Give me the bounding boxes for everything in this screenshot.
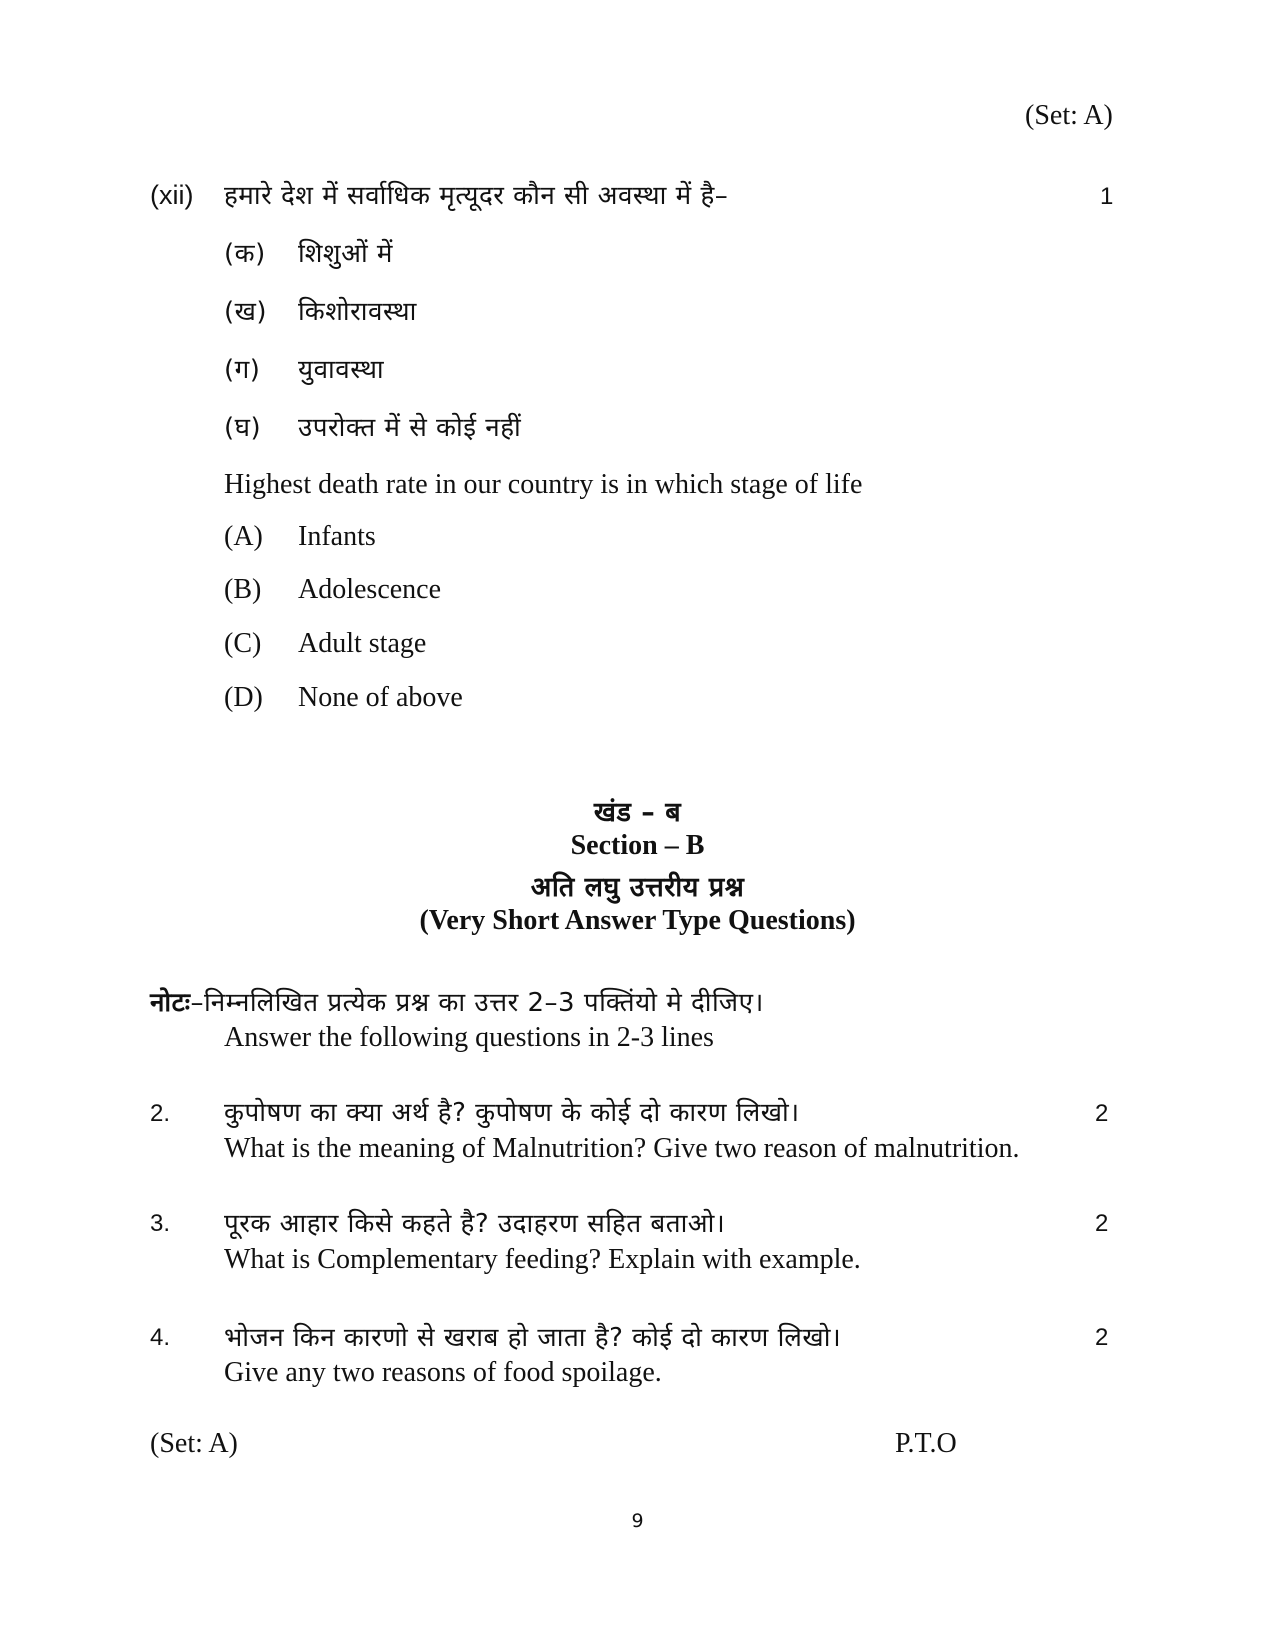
option-label: (क) — [224, 239, 266, 269]
option-text: Adolescence — [298, 574, 442, 605]
section-hindi-subtitle: अति लघु उत्तरीय प्रश्न — [530, 872, 745, 903]
page-number: 9 — [631, 1510, 644, 1532]
question-english: What is the meaning of Malnutrition? Give two reason of malnutrition. — [224, 1133, 1020, 1164]
set-label-top: (Set: A) — [1025, 100, 1113, 131]
question-hindi: भोजन किन कारणो से खराब हो जाता है? कोई दो कारण लिखो। — [224, 1323, 842, 1353]
section-english-title: Section – B — [570, 830, 705, 861]
option-label: (घ) — [224, 413, 262, 443]
option-text: None of above — [298, 682, 463, 713]
question-hindi: कुपोषण का क्या अर्थ है? कुपोषण के कोई दो कारण लिखो। — [224, 1098, 800, 1128]
option-text: उपरोक्त में से कोई नहीं — [298, 413, 522, 443]
option-text: युवावस्था — [298, 355, 385, 385]
option-text: Infants — [298, 521, 376, 552]
question-english: What is Complementary feeding? Explain with example. — [224, 1244, 861, 1275]
question-marks: 2 — [1095, 1100, 1109, 1127]
option-text: Adult stage — [298, 628, 427, 659]
option-text: शिशुओं में — [298, 239, 393, 269]
option-text: किशोरावस्था — [298, 297, 417, 327]
question-number: 2. — [150, 1100, 171, 1127]
section-english-subtitle: (Very Short Answer Type Questions) — [419, 905, 856, 936]
option-label: (A) — [224, 521, 263, 552]
question-hindi: हमारे देश में सर्वाधिक मृत्यूदर कौन सी अवस्था में है– — [224, 181, 729, 211]
question-english: Highest death rate in our country is in which stage of life — [224, 469, 863, 500]
option-label: (ख) — [224, 297, 268, 327]
option-label: (D) — [224, 682, 263, 713]
question-hindi: पूरक आहार किसे कहते है? उदाहरण सहित बताओ। — [224, 1209, 726, 1239]
question-number: (xii) — [150, 180, 194, 210]
question-number: 3. — [150, 1210, 171, 1237]
note-line — [150, 983, 764, 1019]
pto-label: P.T.O — [895, 1428, 957, 1459]
set-label-bottom: (Set: A) — [150, 1428, 238, 1459]
note-label: नोटः — [150, 988, 191, 1018]
question-number: 4. — [150, 1324, 171, 1351]
section-hindi-title: खंड – ब — [593, 797, 682, 828]
question-marks: 2 — [1095, 1324, 1109, 1351]
note-english: Answer the following questions in 2-3 lines — [224, 1022, 714, 1053]
question-english: Give any two reasons of food spoilage. — [224, 1357, 662, 1388]
option-label: (ग) — [224, 355, 261, 385]
note-hindi: –निम्नलिखित प्रत्येक प्रश्न का उत्तर 2–3 पक्तिंयो मे दीजिए। — [190, 988, 764, 1018]
question-marks: 1 — [1100, 183, 1114, 210]
option-label: (B) — [224, 574, 262, 605]
option-label: (C) — [224, 628, 262, 659]
question-marks: 2 — [1095, 1210, 1109, 1237]
